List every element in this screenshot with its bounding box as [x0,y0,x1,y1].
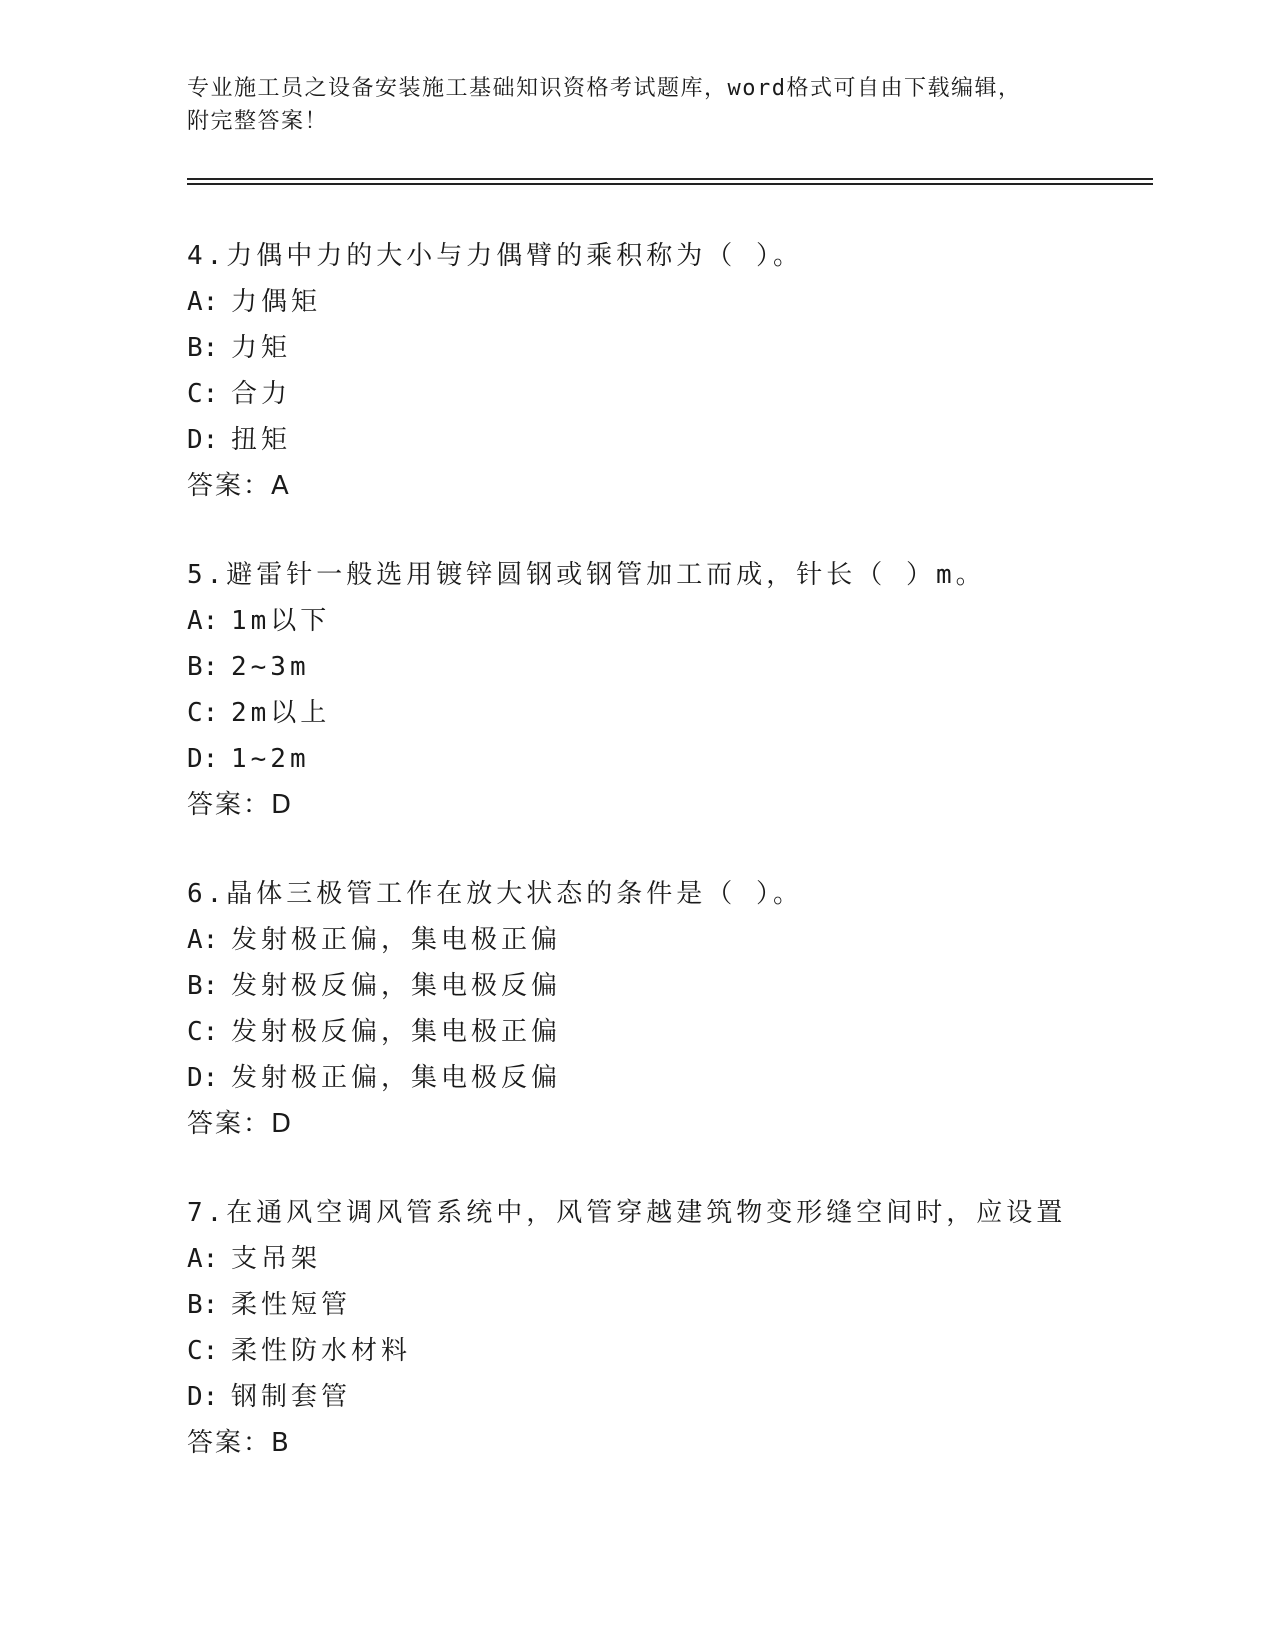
question-6 [187,871,1087,1147]
option-text: 柔性短管 [231,1290,352,1320]
option-key: B: [187,1290,219,1320]
question-stem: 7.在通风空调风管系统中，风管穿越建筑物变形缝空间时，应设置 [187,1198,1067,1228]
option-c [187,371,1087,417]
option-text: 合力 [231,379,292,409]
question-stem: 5.避雷针一般选用镀锌圆钢或钢管加工而成，针长（ ）m。 [187,560,986,590]
option-b [187,325,1087,371]
answer-label: 答案：A [187,471,291,501]
option-text: 扭矩 [231,425,292,455]
option-c [187,1328,1087,1374]
option-text: 1m以下 [231,606,331,636]
option-key: D: [187,425,219,455]
option-b [187,1282,1087,1328]
option-text: 1~2m [231,744,310,774]
option-text: 发射极反偏，集电极反偏 [231,971,562,1001]
header-divider-bottom [187,183,1153,185]
option-a [187,598,1087,644]
option-text: 2m以上 [231,698,331,728]
option-key: B: [187,652,219,682]
option-key: D: [187,1063,219,1093]
option-key: C: [187,1017,219,1047]
option-a [187,917,1087,963]
option-key: A: [187,1244,219,1274]
option-c [187,1009,1087,1055]
header-divider-top [187,178,1153,180]
option-c [187,690,1087,736]
question-stem: 4.力偶中力的大小与力偶臂的乘积称为（ ）。 [187,241,803,271]
option-b [187,644,1087,690]
option-text: 2~3m [231,652,310,682]
option-d [187,1055,1087,1101]
option-d [187,736,1087,782]
option-a [187,1236,1087,1282]
option-b [187,963,1087,1009]
question-4 [187,233,1087,509]
option-key: A: [187,606,219,636]
option-key: C: [187,379,219,409]
answer-label: 答案：D [187,790,294,820]
answer-label: 答案：B [187,1428,291,1458]
option-text: 发射极反偏，集电极正偏 [231,1017,562,1047]
option-key: D: [187,1382,219,1412]
option-text: 柔性防水材料 [231,1336,412,1366]
option-d [187,417,1087,463]
question-stem: 6.晶体三极管工作在放大状态的条件是（ ）。 [187,879,803,909]
option-key: A: [187,925,219,955]
option-text: 力矩 [231,333,292,363]
option-key: B: [187,333,219,363]
option-key: C: [187,1336,219,1366]
option-text: 发射极正偏，集电极反偏 [231,1063,562,1093]
option-key: B: [187,971,219,1001]
answer-label: 答案：D [187,1109,294,1139]
question-5 [187,552,1087,828]
option-text: 钢制套管 [231,1382,352,1412]
header-line-2: 附完整答案！ [187,109,329,134]
option-key: C: [187,698,219,728]
option-text: 力偶矩 [231,287,322,317]
option-key: D: [187,744,219,774]
option-d [187,1374,1087,1420]
option-key: A: [187,287,219,317]
option-a [187,279,1087,325]
option-text: 支吊架 [231,1244,322,1274]
document-header [187,72,1067,138]
question-7 [187,1190,1087,1466]
option-text: 发射极正偏，集电极正偏 [231,925,562,955]
header-line-1: 专业施工员之设备安装施工基础知识资格考试题库，word格式可自由下载编辑， [187,76,1022,101]
